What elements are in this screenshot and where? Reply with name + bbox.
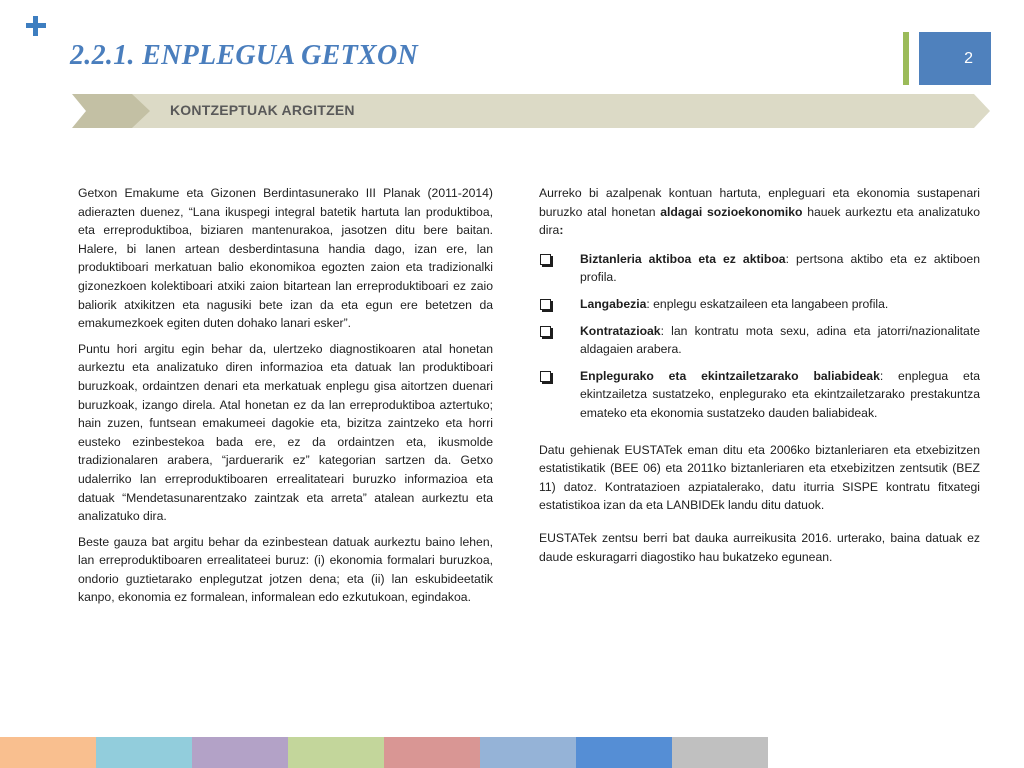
page-number: 2 bbox=[964, 49, 973, 67]
list-item bbox=[539, 322, 980, 359]
list-item bbox=[539, 367, 980, 423]
list-item-text: : lan kontratu mota sexu, adina eta jatorri/nazionalitate aldagaien arabera. bbox=[580, 323, 980, 357]
left-paragraph-2: Puntu hori argitu egin behar da, ulertzeko diagnostikoaren atal honetan aurkeztu eta analizatuko diren informazioa eta datuak lan produktiboari buruzkoak, ordaintzen denari eta merkatuak enplegu gisa aitortzen duenari buruzkoak, izango direla. Atal honetan ez da lan erreproduktiboa aztertuko; hain zuzen, funtsean emakumeei dagokie eta, bizitza zaintzeko eta horri eusteko ezinbestekoa bada ere, ez da ordaintzen eta, ikusmolde tradizionalaren arabera, “jarduerarik ez” kategorian sartzen da. Getxo udalerriko lan erreproduktiboaren errealitateari buruzko informazioa eta datuak “Mendetasunarentzako zaintzak eta arreta” atalean aurkeztu eta analizatuko dira. bbox=[78, 341, 493, 524]
section-banner bbox=[72, 94, 992, 128]
checkbox-icon bbox=[540, 254, 551, 265]
right-column bbox=[539, 184, 980, 573]
list-item-text: : pertsona aktibo eta ez aktiboen profila. bbox=[580, 251, 980, 285]
footer-stripe bbox=[288, 737, 384, 768]
intro-colon: : bbox=[559, 223, 564, 238]
intro-text: Aurreko bi azalpenak kontuan hartuta, enpleguari eta ekonomia sustapenari buruzko atal honetan bbox=[539, 186, 980, 219]
left-paragraph-1: Getxon Emakume eta Gizonen Berdintasunerako III Planak (2011-2014) adierazten duenez, “Lana ikuspegi integral batetik hartuta lan produktiboa, eta erreproduktiboa, biziaren mantenurakoa, jasotzen ditu bere baitan. Halere, bi lanen artean desberdintasuna handia dago, izan ere, lan produktiboari merkatuan balio ekonomikoa egozten zaion eta tradizionalki gizonezkoen kolektiboari atxiki zaion bitartean lan erreproduktiboari ez zaio baliorik atxikitzen eta nagusiki bete izan da eta egun ere betetzen da emakumezkoek egiten duten dohako lanari esker”. bbox=[78, 186, 493, 331]
left-paragraph-3: Beste gauza bat argitu behar da ezinbestean datuak aurkeztu baino lehen, lan erreproduktiboaren errealitateei buruz: (i) ekonomia formalari buruzkoa, ondorio guztietarako enplegutzat jotzen dena; eta (ii) lan eskubideetatik kanpo, ekonomia ez formalean, informalean edo ezkutukoan, egindakoa. bbox=[78, 534, 493, 605]
right-paragraph-3: EUSTATek zentsu berri bat dauka aurreikusita 2016. urterako, baina datuak ez daude eskuragarri diagostiko hau bukatzeko egunean. bbox=[539, 530, 980, 564]
checkbox-icon bbox=[540, 371, 551, 382]
list-item-text: : enplegu eskatzaileen eta langabeen profila. bbox=[646, 296, 889, 311]
banner-label: KONTZEPTUAK ARGITZEN bbox=[170, 102, 355, 118]
footer-stripe bbox=[480, 737, 576, 768]
footer-stripe bbox=[672, 737, 768, 768]
right-paragraph-2: Datu gehienak EUSTATek eman ditu eta 2006ko biztanleriaren eta etxebizitzen estatistikatik (BEE 06) eta 2011ko biztanleriaren eta etxebizitzen zentsutik (BEZ 11) datoz. Kontratazioen azpiatalerako, datu iturria SISPE kontratu fitxategi estatistikoa izan da eta LANBIDEk landu ditu datuok. bbox=[539, 442, 980, 513]
page-title: 2.2.1. ENPLEGUA GETXON bbox=[70, 40, 419, 71]
checkbox-icon bbox=[540, 326, 551, 337]
variable-list bbox=[539, 250, 980, 423]
list-item bbox=[539, 295, 980, 314]
footer-stripe bbox=[384, 737, 480, 768]
footer-color-stripes bbox=[0, 737, 768, 768]
list-item-term: Biztanleria aktiboa eta ez aktiboa bbox=[580, 251, 786, 266]
list-item-term: Enplegurako eta ekintzailetzarako baliabideak bbox=[580, 368, 880, 383]
checkbox-icon bbox=[540, 299, 551, 310]
list-item-text: : enplegua eta ekintzailetza sustatzeko, enplegurako eta ekintzailetzarako prestakuntza emateko eta ekonomia sustatzeko dauden baliabideak. bbox=[580, 368, 980, 420]
plus-icon bbox=[24, 14, 48, 38]
intro-text-end: hauek aurkeztu eta analizatuko dira bbox=[539, 204, 980, 238]
footer-stripe bbox=[0, 737, 96, 768]
intro-bold: aldagai sozioekonomiko bbox=[660, 204, 803, 219]
footer-stripe bbox=[192, 737, 288, 768]
accent-divider bbox=[903, 32, 909, 85]
page-number-box bbox=[919, 32, 991, 85]
list-item-term: Langabezia bbox=[580, 296, 647, 311]
left-column bbox=[78, 184, 493, 614]
list-item-term: Kontratazioak bbox=[580, 323, 661, 338]
footer-stripe bbox=[576, 737, 672, 768]
right-intro bbox=[539, 184, 980, 240]
list-item bbox=[539, 250, 980, 287]
footer-stripe bbox=[96, 737, 192, 768]
